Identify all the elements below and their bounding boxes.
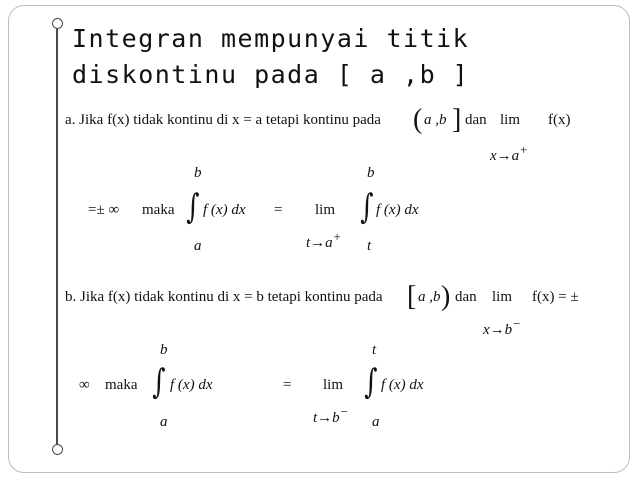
case-a-bracket-close: ] <box>452 104 462 135</box>
case-b-lim: lim <box>492 289 513 305</box>
title-line-2: diskontinu pada [ a ,b ] <box>72 60 470 89</box>
case-a-lower2: t <box>367 238 372 254</box>
case-b-upper2: t <box>372 342 377 358</box>
case-a-lim2: lim <box>315 202 336 218</box>
case-a-upper2: b <box>367 165 375 181</box>
case-b-integrand2: f (x) dx <box>381 377 424 393</box>
case-b-lim2: lim <box>323 377 344 393</box>
case-b-equals: = <box>283 377 292 393</box>
case-a-equals: = <box>274 202 283 218</box>
case-a-text: a. Jika f(x) tidak kontinu di x = a tetapi kontinu pada <box>65 112 381 128</box>
case-b-inf: ∞ <box>79 377 90 393</box>
accent-dot-bottom <box>52 444 63 455</box>
case-b-maka: maka <box>105 377 138 393</box>
case-b-bracket-close: ) <box>441 281 451 312</box>
case-a-fx: f(x) <box>548 112 571 128</box>
case-a-lim2-sub: t→a+ <box>306 229 342 251</box>
case-a-interval: a ,b <box>424 112 447 128</box>
case-a-integrand2: f (x) dx <box>376 202 419 218</box>
integral-sign-icon: ∫ <box>152 362 166 402</box>
case-b-integrand: f (x) dx <box>170 377 213 393</box>
accent-line <box>56 20 58 450</box>
case-b-interval: a ,b <box>418 289 441 305</box>
integral-sign-icon: ∫ <box>186 187 200 227</box>
case-a-dan: dan <box>465 112 487 128</box>
case-a-lower: a <box>194 238 202 254</box>
integral-sign-icon: ∫ <box>364 362 378 402</box>
case-b-lim-sub: x→b− <box>483 316 521 338</box>
case-b-dan: dan <box>455 289 477 305</box>
case-a-eq-prefix: =± ∞ <box>88 202 120 218</box>
case-b-bracket-open: [ <box>407 281 417 312</box>
title-line-1: Integran mempunyai titik <box>72 24 470 53</box>
case-a-lim: lim <box>500 112 521 128</box>
accent-dot-top <box>52 18 63 29</box>
integral-sign-icon: ∫ <box>360 187 374 227</box>
case-b-lower2: a <box>372 414 380 430</box>
case-a-integrand: f (x) dx <box>203 202 246 218</box>
case-a-lim-sub: x→a+ <box>490 142 528 164</box>
case-b-lower: a <box>160 414 168 430</box>
case-b-lim2-sub: t→b− <box>313 404 349 426</box>
case-b-fx-eq: f(x) = ± <box>532 289 579 305</box>
case-a-bracket-open: ( <box>413 104 423 135</box>
case-b-upper: b <box>160 342 168 358</box>
case-a-maka: maka <box>142 202 175 218</box>
case-a-upper: b <box>194 165 202 181</box>
case-b-text: b. Jika f(x) tidak kontinu di x = b tetapi kontinu pada <box>65 289 383 305</box>
